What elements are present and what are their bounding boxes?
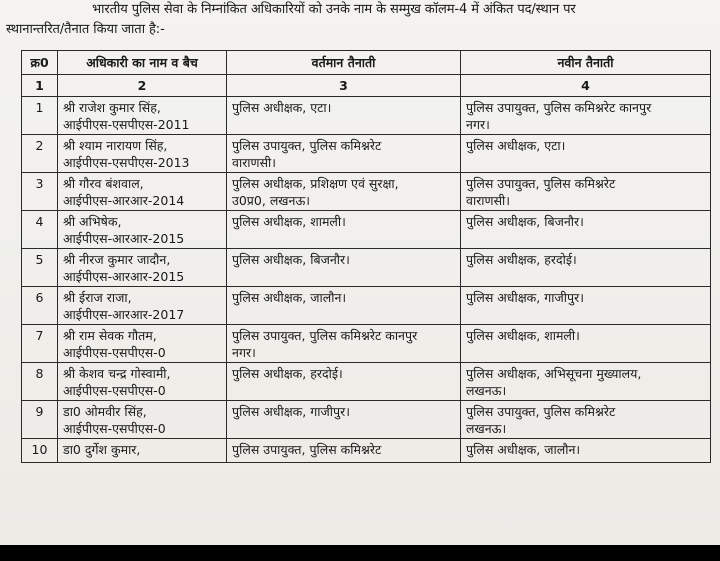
officer-name-line-2: आईपीएस-एसपीएस-0 (63, 421, 166, 436)
new-posting-line-1: पुलिस अधीक्षक, एटा। (466, 138, 566, 153)
current-posting-line-1: पुलिस उपायुक्त, पुलिस कमिश्नरेट (232, 442, 382, 457)
column-number: 1 (22, 75, 58, 97)
table-header-row (22, 51, 711, 75)
serial-number: 2 (22, 135, 58, 173)
officer-name-line-1: डा0 दुर्गेश कुमार, (63, 442, 141, 457)
new-posting-line-1: पुलिस अधीक्षक, गाजीपुर। (466, 290, 584, 305)
current-posting-line-1: पुलिस अधीक्षक, गाजीपुर। (232, 404, 350, 419)
new-posting (461, 439, 711, 463)
current-posting-line-1: पुलिस अधीक्षक, प्रशिक्षण एवं सुरक्षा, (232, 176, 399, 191)
current-posting (227, 325, 461, 363)
current-posting-line-1: पुलिस उपायुक्त, पुलिस कमिश्नरेट (232, 138, 382, 153)
officer-name (58, 135, 227, 173)
new-posting-line-1: पुलिस अधीक्षक, बिजनौर। (466, 214, 584, 229)
table-row (22, 97, 711, 135)
table-row (22, 363, 711, 401)
current-posting-line-1: पुलिस अधीक्षक, जालौन। (232, 290, 347, 305)
new-posting-line-1: पुलिस अधीक्षक, अभिसूचना मुख्यालय, (466, 366, 642, 381)
current-posting-line-1: पुलिस अधीक्षक, हरदोई। (232, 366, 343, 381)
current-posting-line-1: पुलिस उपायुक्त, पुलिस कमिश्नरेट कानपुर (232, 328, 418, 343)
new-posting (461, 325, 711, 363)
officer-name-line-1: श्री गौरव बंशवाल, (63, 176, 144, 191)
officer-name-line-2: आईपीएस-एसपीएस-2011 (63, 117, 190, 132)
officer-name (58, 325, 227, 363)
officer-name-line-1: श्री ईराज राजा, (63, 290, 132, 305)
serial-number: 10 (22, 439, 58, 463)
transfer-table (21, 50, 711, 463)
current-posting (227, 287, 461, 325)
table-row (22, 173, 711, 211)
current-posting-line-2: वाराणसी। (232, 155, 277, 170)
table-row (22, 401, 711, 439)
table-row (22, 135, 711, 173)
header-current-posting: वर्तमान तैनाती (227, 51, 461, 75)
intro-line-2: स्थानान्तरित/तैनात किया जाता है:- (6, 22, 165, 37)
new-posting-line-2: लखनऊ। (466, 421, 507, 436)
officer-name (58, 287, 227, 325)
current-posting (227, 135, 461, 173)
new-posting-line-1: पुलिस अधीक्षक, शामली। (466, 328, 580, 343)
current-posting-line-1: पुलिस अधीक्षक, शामली। (232, 214, 346, 229)
serial-number: 1 (22, 97, 58, 135)
new-posting-line-1: पुलिस उपायुक्त, पुलिस कमिश्नरेट कानपुर (466, 100, 652, 115)
column-number: 2 (58, 75, 227, 97)
column-number: 4 (461, 75, 711, 97)
officer-name-line-2: आईपीएस-आरआर-2014 (63, 193, 185, 208)
officer-name-line-1: श्री राम सेवक गौतम, (63, 328, 157, 343)
officer-name (58, 363, 227, 401)
officer-name-line-1: श्री अभिषेक, (63, 214, 122, 229)
officer-name (58, 211, 227, 249)
serial-number: 5 (22, 249, 58, 287)
officer-name (58, 249, 227, 287)
officer-name-line-1: श्री राजेश कुमार सिंह, (63, 100, 161, 115)
officer-name-line-1: श्री श्याम नारायण सिंह, (63, 138, 168, 153)
serial-number: 9 (22, 401, 58, 439)
officer-name-line-1: श्री केशव चन्द्र गोस्वामी, (63, 366, 171, 381)
officer-name-line-2: आईपीएस-एसपीएस-0 (63, 345, 166, 360)
new-posting (461, 249, 711, 287)
new-posting-line-1: पुलिस उपायुक्त, पुलिस कमिश्नरेट (466, 176, 616, 191)
officer-name-line-1: श्री नीरज कुमार जादौन, (63, 252, 171, 267)
new-posting (461, 287, 711, 325)
new-posting-line-1: पुलिस उपायुक्त, पुलिस कमिश्नरेट (466, 404, 616, 419)
officer-name-line-1: डा0 ओमवीर सिंह, (63, 404, 147, 419)
serial-number: 8 (22, 363, 58, 401)
officer-name (58, 97, 227, 135)
new-posting (461, 135, 711, 173)
column-number: 3 (227, 75, 461, 97)
header-officer-name: अधिकारी का नाम व बैच (58, 51, 227, 75)
table-row (22, 439, 711, 463)
new-posting-line-1: पुलिस अधीक्षक, हरदोई। (466, 252, 577, 267)
new-posting (461, 97, 711, 135)
current-posting (227, 363, 461, 401)
officer-name-line-2: आईपीएस-एसपीएस-2013 (63, 155, 190, 170)
table-row (22, 211, 711, 249)
new-posting (461, 401, 711, 439)
header-new-posting: नवीन तैनाती (461, 51, 711, 75)
bottom-bar (0, 545, 720, 561)
current-posting (227, 439, 461, 463)
current-posting-line-1: पुलिस अधीक्षक, बिजनौर। (232, 252, 350, 267)
new-posting (461, 173, 711, 211)
officer-name-line-2: आईपीएस-आरआर-2017 (63, 307, 185, 322)
table-row (22, 287, 711, 325)
officer-name (58, 401, 227, 439)
column-number-row (22, 75, 711, 97)
officer-name (58, 173, 227, 211)
officer-name-line-2: आईपीएस-आरआर-2015 (63, 231, 185, 246)
new-posting (461, 363, 711, 401)
intro-paragraph (6, 0, 718, 40)
current-posting-line-2: उ0प्र0, लखनऊ। (232, 193, 311, 208)
officer-name-line-2: आईपीएस-एसपीएस-0 (63, 383, 166, 398)
table-row (22, 325, 711, 363)
serial-number: 7 (22, 325, 58, 363)
current-posting-line-1: पुलिस अधीक्षक, एटा। (232, 100, 332, 115)
intro-line-1: भारतीय पुलिस सेवा के निम्नांकित अधिकारियों को उनके नाम के सम्मुख कॉलम-4 में अंकित पद/स्थान पर (92, 2, 576, 17)
current-posting (227, 97, 461, 135)
current-posting-line-2: नगर। (232, 345, 256, 360)
new-posting-line-1: पुलिस अधीक्षक, जालौन। (466, 442, 581, 457)
header-serial: क्र0 (22, 51, 58, 75)
new-posting-line-2: लखनऊ। (466, 383, 507, 398)
table-row (22, 249, 711, 287)
current-posting (227, 249, 461, 287)
serial-number: 3 (22, 173, 58, 211)
new-posting-line-2: नगर। (466, 117, 490, 132)
serial-number: 4 (22, 211, 58, 249)
officer-name (58, 439, 227, 463)
new-posting (461, 211, 711, 249)
current-posting (227, 211, 461, 249)
new-posting-line-2: वाराणसी। (466, 193, 511, 208)
officer-name-line-2: आईपीएस-आरआर-2015 (63, 269, 185, 284)
current-posting (227, 401, 461, 439)
current-posting (227, 173, 461, 211)
serial-number: 6 (22, 287, 58, 325)
